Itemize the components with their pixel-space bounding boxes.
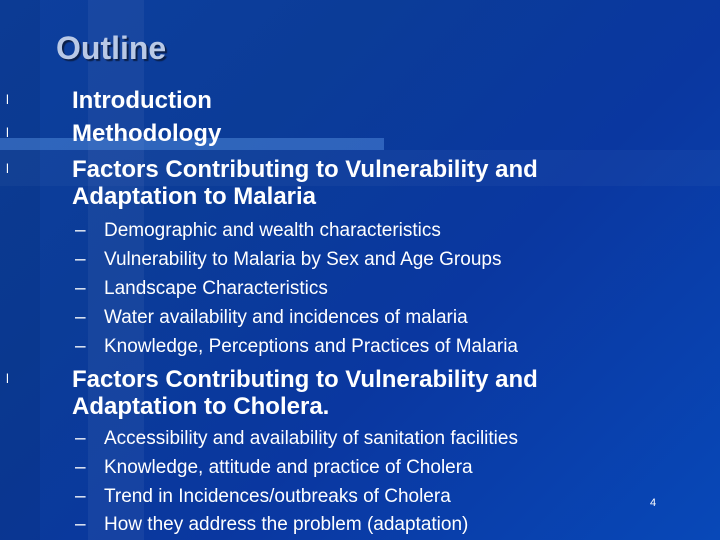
subitem-cholera: Trend in Incidences/outbreaks of Cholera [104, 486, 451, 507]
dash-icon: – [75, 428, 86, 449]
dash-icon: – [75, 220, 86, 241]
subitem-cholera: Accessibility and availability of sanitation facilities [104, 428, 518, 449]
subitem-malaria: Vulnerability to Malaria by Sex and Age Groups [104, 249, 502, 270]
subitem-cholera: Knowledge, attitude and practice of Cholera [104, 457, 473, 478]
bullet-icon: l [6, 161, 9, 176]
bullet-icon: l [6, 371, 9, 386]
bullet-icon: l [6, 125, 9, 140]
subitem-malaria: Demographic and wealth characteristics [104, 220, 441, 241]
dash-icon: – [75, 486, 86, 507]
bullet-malaria-factors: Factors Contributing to Vulnerability and [72, 156, 538, 183]
bullet-methodology: Methodology [72, 120, 222, 147]
subitem-malaria: Water availability and incidences of malaria [104, 307, 468, 328]
bullet-icon: l [6, 92, 9, 107]
bullet-malaria-factors-line2: Adaptation to Malaria [72, 183, 317, 210]
bullet-cholera-factors: Factors Contributing to Vulnerability and [72, 366, 538, 393]
dash-icon: – [75, 278, 86, 299]
dash-icon: – [75, 514, 86, 535]
subitem-cholera: How they address the problem (adaptation) [104, 514, 469, 535]
subitem-malaria: Knowledge, Perceptions and Practices of Malaria [104, 336, 519, 357]
background-stripe [0, 0, 40, 540]
slide-title: Outline [56, 30, 167, 66]
bullet-introduction: Introduction [72, 87, 212, 114]
bullet-cholera-factors-line2: Adaptation to Cholera. [72, 393, 330, 420]
dash-icon: – [75, 249, 86, 270]
page-number: 4 [650, 497, 657, 509]
dash-icon: – [75, 336, 86, 357]
subitem-malaria: Landscape Characteristics [104, 278, 328, 299]
dash-icon: – [75, 457, 86, 478]
dash-icon: – [75, 307, 86, 328]
